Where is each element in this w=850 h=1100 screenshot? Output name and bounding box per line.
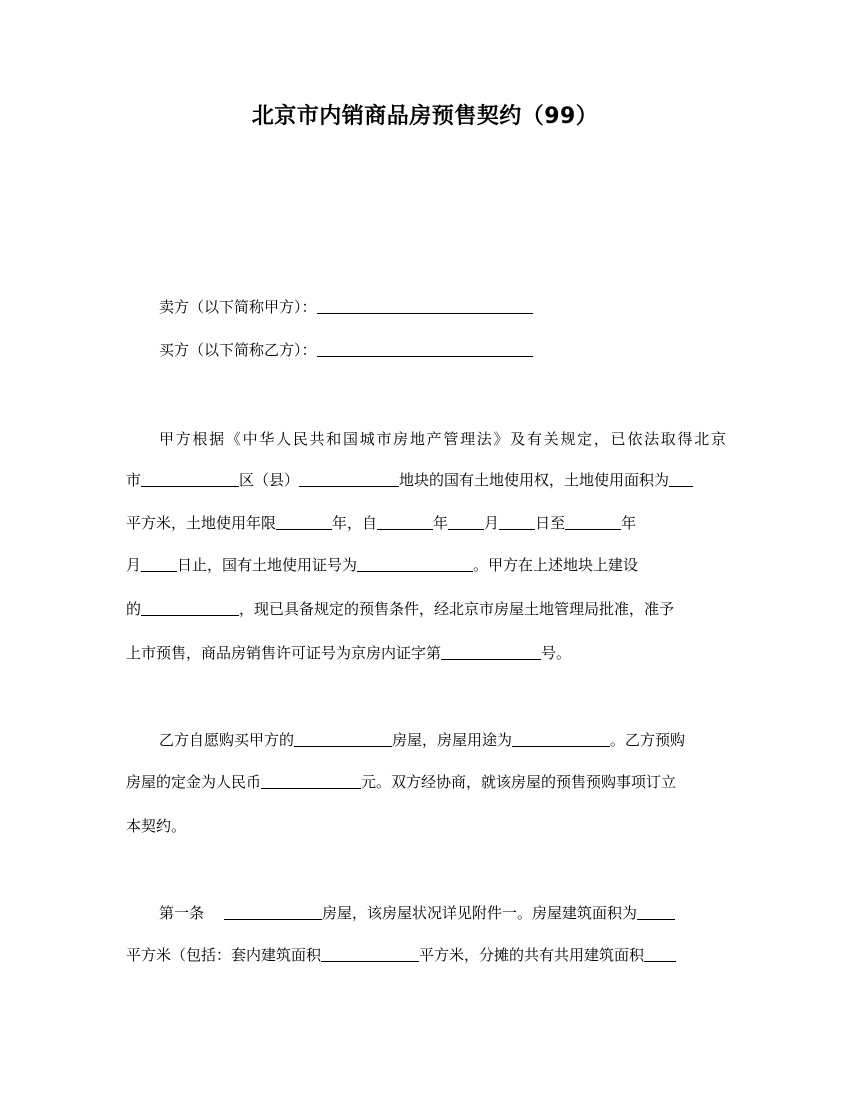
- para1-text: 月: [126, 556, 142, 574]
- para1-text: 年，自: [332, 514, 378, 532]
- para2-text: 乙方自愿购买甲方的: [159, 731, 295, 749]
- end-year-blank: [565, 511, 621, 530]
- para1-line-6: [126, 638, 726, 668]
- para2-text: 房屋的定金为人民币: [126, 773, 262, 791]
- start-month-blank: [448, 511, 484, 530]
- term-blank: [276, 511, 332, 530]
- article1-house-blank: [224, 901, 322, 920]
- buyer-line: [159, 335, 726, 365]
- para2-text: 房屋，房屋用途为: [392, 731, 513, 749]
- article1-text: 平方米（包括：套内建筑面积: [126, 946, 322, 964]
- para2-line-2: [126, 767, 726, 797]
- article1-text: 平方米，分摊的共有共用建筑面积: [419, 946, 645, 964]
- deposit-blank: [261, 770, 361, 789]
- para1-text: 。甲方在上述地块上建设: [473, 556, 639, 574]
- para1-text: 地块的国有土地使用权，土地使用面积为: [399, 471, 670, 489]
- para2-text: 本契约。: [126, 817, 187, 835]
- para1-text: 甲方根据《中华人民共和国城市房地产管理法》及有关规定，已依法取得北京: [159, 430, 726, 448]
- seller-blank: [317, 295, 533, 314]
- buyer-label: 买方（以下简称乙方）：: [159, 341, 317, 359]
- para1-text: 年: [433, 514, 449, 532]
- para2-line-1: [159, 725, 726, 755]
- land-area-blank: [669, 468, 693, 487]
- para1-line-4: [126, 550, 726, 580]
- para1-text: 市: [126, 471, 142, 489]
- inner-area-blank: [321, 943, 419, 962]
- buyer-blank: [317, 338, 533, 357]
- article-heading: 第一条: [159, 904, 205, 922]
- para1-text: ，现已具备规定的预售条件，经北京市房屋土地管理局批准，准予: [239, 600, 675, 618]
- para1-text: 年: [621, 514, 637, 532]
- permit-blank: [441, 641, 541, 660]
- land-cert-blank: [357, 553, 473, 572]
- para2-text: 。乙方预购: [610, 731, 686, 749]
- para1-text: 号。: [541, 644, 572, 662]
- para1-text: 日止，国有土地使用证号为: [177, 556, 358, 574]
- article1-text: 房屋，该房屋状况详见附件一。房屋建筑面积为: [322, 904, 638, 922]
- article1-line-1: [159, 898, 726, 928]
- usage-blank: [512, 728, 610, 747]
- shared-area-blank: [644, 943, 676, 962]
- para1-line-5: [126, 594, 726, 624]
- para1-text: 月: [484, 514, 500, 532]
- building-area-blank: [637, 901, 675, 920]
- para2-text: 元。双方经协商，就该房屋的预售预购事项订立: [361, 773, 677, 791]
- plot-blank: [299, 468, 399, 487]
- para1-line-3: [126, 508, 726, 538]
- page-title: 北京市内销商品房预售契约（99）: [251, 104, 599, 129]
- start-year-blank: [377, 511, 433, 530]
- start-day-blank: [499, 511, 535, 530]
- para1-line-2: [126, 465, 726, 495]
- end-month-blank: [141, 553, 177, 572]
- district-blank: [141, 468, 239, 487]
- para1-text: 的: [126, 600, 142, 618]
- para1-text: 区（县）: [239, 471, 300, 489]
- para1-text: 上市预售，商品房销售许可证号为京房内证字第: [126, 644, 442, 662]
- project-blank: [141, 597, 239, 616]
- seller-label: 卖方（以下简称甲方）：: [159, 298, 317, 316]
- para1-text: 日至: [535, 514, 566, 532]
- article1-line-2: [126, 940, 726, 970]
- para1-line-1: [159, 424, 726, 454]
- seller-line: [159, 292, 726, 322]
- house-blank: [294, 728, 392, 747]
- para1-text: 平方米，土地使用年限: [126, 514, 277, 532]
- para2-line-3: [126, 811, 726, 841]
